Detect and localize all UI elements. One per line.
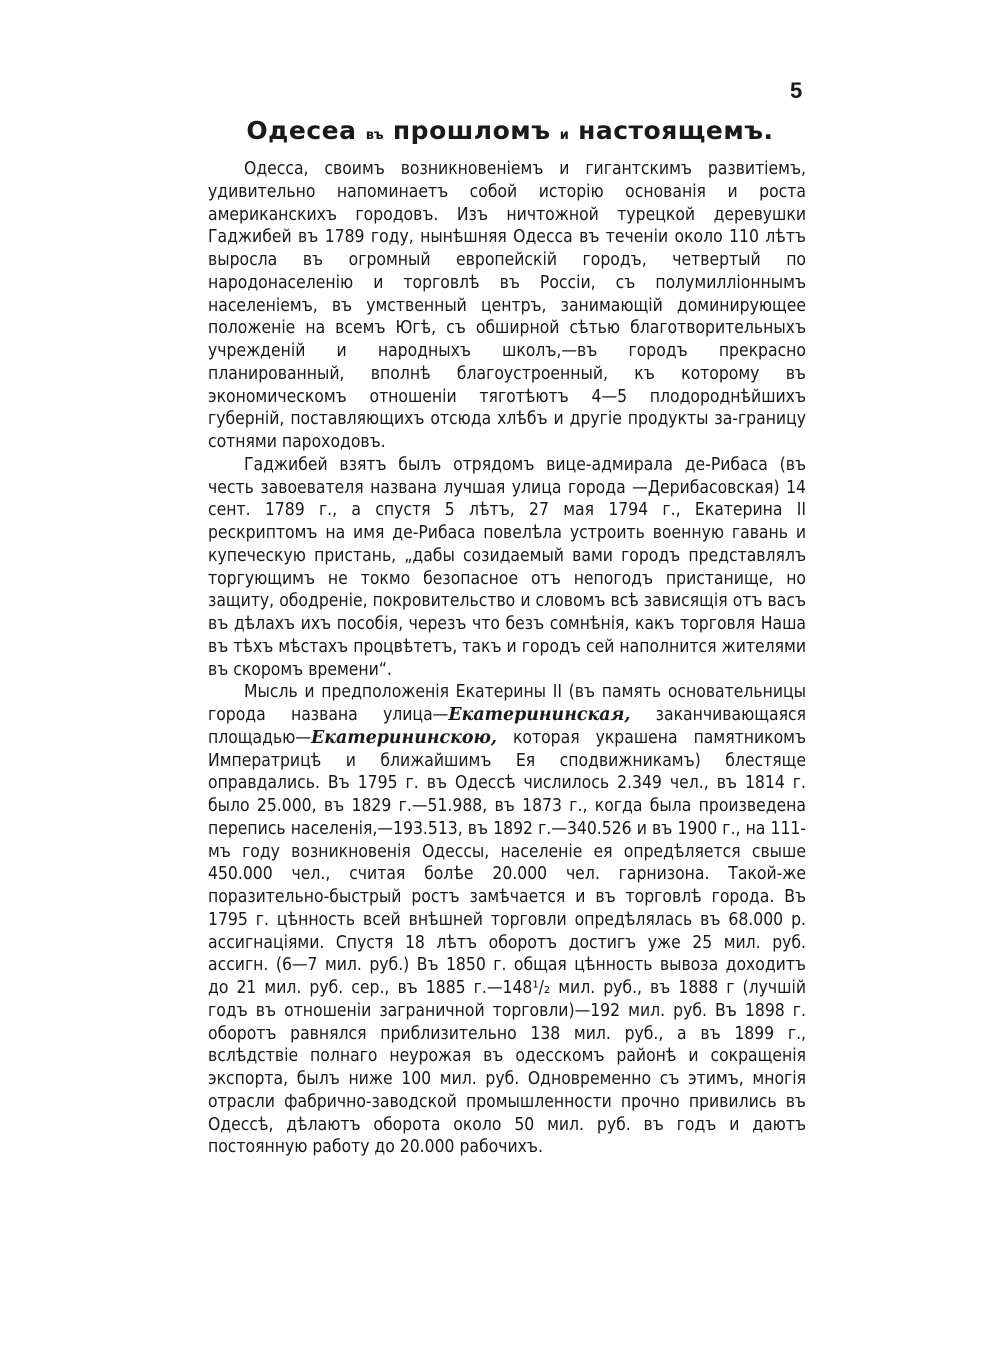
paragraph-3-text-b: заканчивающаяся площадью— bbox=[208, 705, 806, 748]
title-word-present: настоящемъ. bbox=[578, 116, 774, 145]
title-word-odessa: Одесеа bbox=[246, 116, 357, 145]
paragraph-3 bbox=[208, 681, 806, 1159]
paragraph-2: Гаджибей взятъ былъ отрядомъ вице-адмирала де-Рибаса (въ честь завоевателя названа лучшая улица города —Дерибасовская) 14 сент. 1789 г., а спустя 5 лѣтъ, 27 мая 1794 г., Екатерина II рескриптомъ на имя де-Рибаса повелѣла устроить военную гавань и купеческую пристань, „дабы созидаемый вами городъ представлялъ торгующимъ не токмо безопасное отъ непогодъ пристанище, но защиту, ободренiе, покровительство и словомъ всѣ зависящiя отъ васъ въ дѣлахъ ихъ пособiя, черезъ что безъ сомнѣнiя, какъ торговля Наша въ тѣхъ мѣстахъ процвѣтетъ, такъ и городъ сей наполнится жителями въ скоромъ времени“. bbox=[208, 454, 806, 680]
paragraph-3-text-a: Мысль и предположенiя Екатерины II (въ память основательницы города названа улица— bbox=[208, 682, 806, 725]
street-name-ekaterininskaya: Екатерининская, bbox=[448, 705, 631, 725]
square-name-ekaterininskaya: Екатерининскою, bbox=[311, 727, 497, 748]
paragraph-1: Одесса, своимъ возникновенiемъ и гигантскимъ развитiемъ, удивительно напоминаетъ собой исторiю основанiя и роста американскихъ городовъ. Изъ ничтожной турецкой деревушки Гаджибей въ 1789 году, нынѣшняя Одесса въ теченiи около 110 лѣтъ выросла въ огромный европейскiй городъ, четвертый по народонаселенiю и торговлѣ въ Россiи, съ полумиллiоннымъ населенiемъ, въ умственный центръ, занимающiй доминирующее положенiе на всемъ Югѣ, съ обширной сѣтью благотворительныхъ учрежденiй и народныхъ школъ,—въ городъ прекрасно планированный, вполнѣ благоустроенный, къ которому въ экономическомъ отношенiи тяготѣютъ 4—5 плодороднѣйшихъ губернiй, поставляющихъ отсюда хлѣбъ и другiе продукты за-границу сотнями пароходовъ. bbox=[208, 159, 806, 452]
article-body bbox=[208, 158, 806, 1159]
page-number: 5 bbox=[790, 78, 803, 103]
title-word-preposition: въ bbox=[365, 128, 384, 143]
title-word-past: прошломъ bbox=[392, 116, 551, 145]
paragraph-3-text-c: которая украшена памятникомъ Императрицѣ и ближайшимъ Ея сподвижникамъ) блестяще оправдались. Въ 1795 г. въ Одессѣ числилось 2.349 чел., въ 1814 г. было 25.000, въ 1829 г.—51.988, въ 1873 г., когда была произведена перепись населенiя,—193.513, въ 1892 г.—340.526 и въ 1900 г., на 111-мъ году возникновенiя Одессы, населенiе ея опредѣляется свыше 450.000 чел., считая болѣе 20.000 чел. гарнизона. Такой-же поразительно-быстрый ростъ замѣчается и въ торговлѣ города. Въ 1795 г. цѣнность всей внѣшней торговли опредѣлялась въ 68.000 р. ассигнацiями. Спустя 18 лѣтъ оборотъ достигъ уже 25 мил. руб. ассигн. (6—7 мил. руб.) Въ 1850 г. общая цѣнность вывоза доходитъ до 21 мил. руб. сер., въ 1885 г.—148¹/₂ мил. руб., въ 1888 г (лучшiй годъ въ отношенiи заграничной торговли)—192 мил. руб. Въ 1898 г. оборотъ равнялся приблизительно 138 мил. руб., а въ 1899 г., вслѣдствiе полнаго неурожая въ одесскомъ районѣ и сокращенiя экспорта, былъ ниже 100 мил. руб. Одновременно съ этимъ, многiя отрасли фабрично-заводской промышленности прочно привились въ Одессѣ, дѣлаютъ оборота около 50 мил. руб. въ годъ и даютъ постоянную работу до 20.000 рабочихъ. bbox=[208, 727, 806, 1158]
page-title bbox=[160, 116, 860, 145]
title-word-conjunction: и bbox=[559, 128, 569, 143]
